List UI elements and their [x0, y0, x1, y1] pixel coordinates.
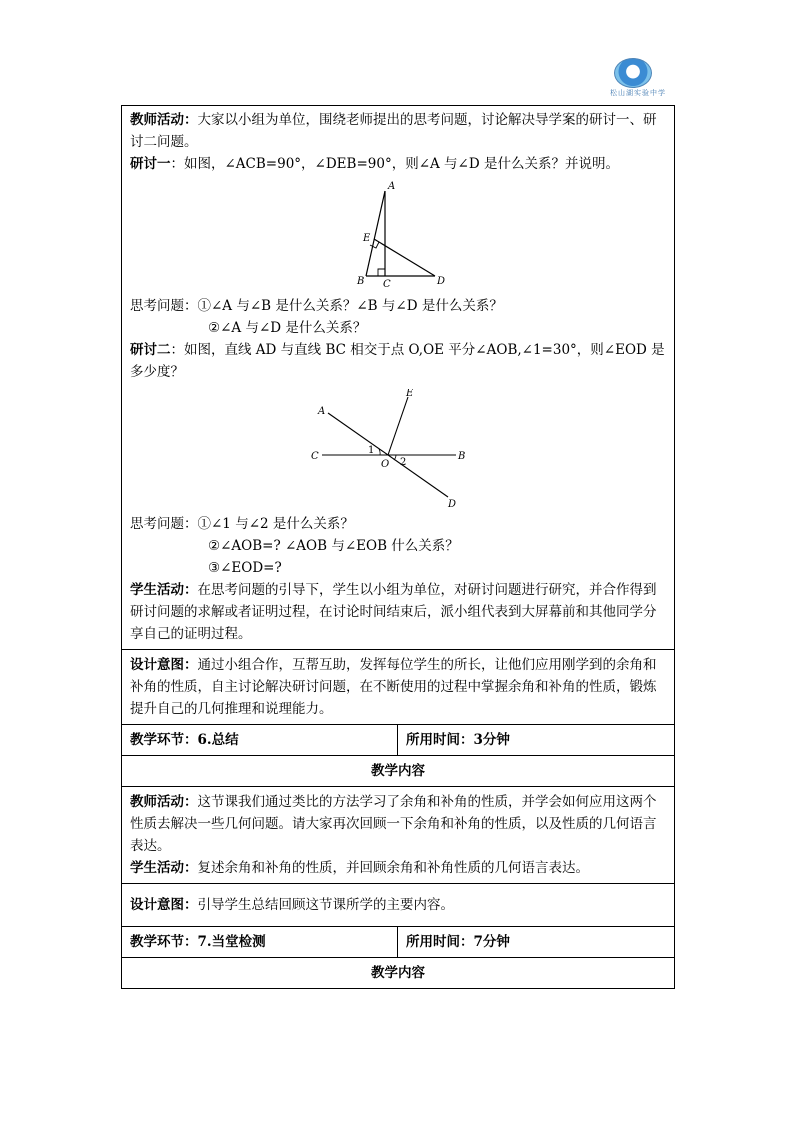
fig2-label-d: D — [448, 499, 457, 509]
fig2-label-c: C — [311, 451, 319, 462]
fig1-label-c: C — [383, 279, 391, 290]
thinking-questions-one-label: 思考问题： — [130, 298, 198, 314]
fig1-label-a: A — [388, 181, 396, 192]
fig2-label-e: E — [406, 389, 414, 399]
discussion-one-text: ：如图，∠ACB=90°，∠DEB=90°，则∠A 与∠D 是什么关系？并说明。 — [170, 156, 619, 172]
section-6-teacher-text: 这节课我们通过类比的方法学习了余角和补角的性质，并学会如何应用这两个性质去解决一些几何问题。请大家再次回顾一下余角和补角的性质，以及性质的几何语言表达。 — [130, 794, 657, 854]
section-6-design-cell — [122, 884, 675, 927]
section-7-step: 教学环节：7.当堂检测 — [122, 927, 398, 958]
design-intent-text: 通过小组合作，互帮互助，发挥每位学生的所长，让他们应用刚学到的余角和补角的性质，自主讨论解决研讨问题，在不断使用的过程中掌握余角和补角的性质，锻炼提升自己的几何推理和说理能力。 — [130, 657, 657, 717]
discussion-one-label: 研讨一 — [130, 156, 171, 172]
section-6-design-label: 设计意图： — [130, 897, 198, 913]
section-6-activity-row — [122, 787, 675, 884]
section-6-design-row — [122, 884, 675, 927]
fig2-label-o: O — [381, 459, 390, 470]
discussion-two-label: 研讨二 — [130, 342, 171, 358]
discussion-two-text: ：如图，直线 AD 与直线 BC 相交于点 O,OE 平分∠AOB,∠1=30°，则∠EOD 是多少度？ — [130, 342, 665, 380]
section-7-header-row — [122, 927, 675, 958]
section-6-teacher-label: 教师活动： — [130, 794, 198, 810]
section-6-design-text: 引导学生总结回顾这节课所学的主要内容。 — [197, 897, 454, 913]
teacher-activity — [130, 109, 666, 153]
activity-cell — [122, 106, 675, 650]
section-6-student-text: 复述余角和补角的性质，并回顾余角和补角性质的几何语言表达。 — [197, 860, 589, 876]
fig2-angle-1: 1 — [368, 445, 375, 456]
q1-item-1: ①∠A 与∠B 是什么关系？∠B 与∠D 是什么关系？ — [197, 298, 503, 314]
lesson-plan-table — [121, 105, 675, 989]
section-6-time: 所用时间：3分钟 — [398, 725, 675, 756]
fig2-label-a: A — [318, 406, 326, 417]
fig2-label-b: B — [458, 451, 466, 462]
logo-text: 松山湖实验中学 — [610, 89, 666, 97]
teacher-activity-label: 教师活动： — [130, 112, 198, 128]
school-logo — [606, 58, 670, 98]
design-intent-row — [122, 650, 675, 725]
fig1-label-d: D — [437, 276, 446, 287]
section-6-content-header: 教学内容 — [122, 756, 675, 787]
section-6-step: 教学环节：6.总结 — [122, 725, 398, 756]
activity-row — [122, 106, 675, 650]
intersecting-lines-figure — [308, 389, 488, 509]
section-6-activity-cell — [122, 787, 675, 884]
section-6-teacher-activity — [130, 791, 666, 857]
q2-item-1: ①∠1 与∠2 是什么关系？ — [197, 516, 354, 532]
q1-item-2: ②∠A 与∠D 是什么关系？ — [208, 320, 367, 336]
fig1-label-e: E — [363, 233, 371, 244]
teacher-activity-text: 大家以小组为单位，围绕老师提出的思考问题，讨论解决导学案的研讨一、研讨二问题。 — [130, 112, 657, 150]
student-activity-text: 在思考问题的引导下，学生以小组为单位，对研讨问题进行研究，并合作得到研讨问题的求解或者证明过程，在讨论时间结束后，派小组代表到大屏幕前和其他同学分享自己的证明过程。 — [130, 582, 657, 642]
discussion-two — [130, 339, 666, 383]
section-7-time: 所用时间：7分钟 — [398, 927, 675, 958]
section-7-content-header: 教学内容 — [122, 958, 675, 989]
design-intent-label: 设计意图： — [130, 657, 198, 673]
section-6-header-row — [122, 725, 675, 756]
thinking-questions-one — [130, 295, 666, 317]
student-activity — [130, 579, 666, 645]
fig1-label-b: B — [357, 276, 365, 287]
section-7-content-header-row — [122, 958, 675, 989]
fig2-angle-2: 2 — [400, 457, 407, 468]
q2-item-3: ③∠EOD=? — [208, 560, 282, 576]
section-6-student-activity — [130, 857, 666, 879]
section-6-student-label: 学生活动： — [130, 860, 198, 876]
thinking-questions-two-label: 思考问题： — [130, 516, 198, 532]
student-activity-label: 学生活动： — [130, 582, 198, 598]
logo-emblem-icon — [614, 58, 652, 88]
thinking-questions-two — [130, 513, 666, 535]
q2-item-2: ②∠AOB=? ∠AOB 与∠EOB 什么关系？ — [208, 538, 459, 554]
discussion-one — [130, 153, 666, 175]
triangle-figure-one — [333, 181, 463, 291]
design-intent-cell — [122, 650, 675, 725]
section-6-content-header-row — [122, 756, 675, 787]
